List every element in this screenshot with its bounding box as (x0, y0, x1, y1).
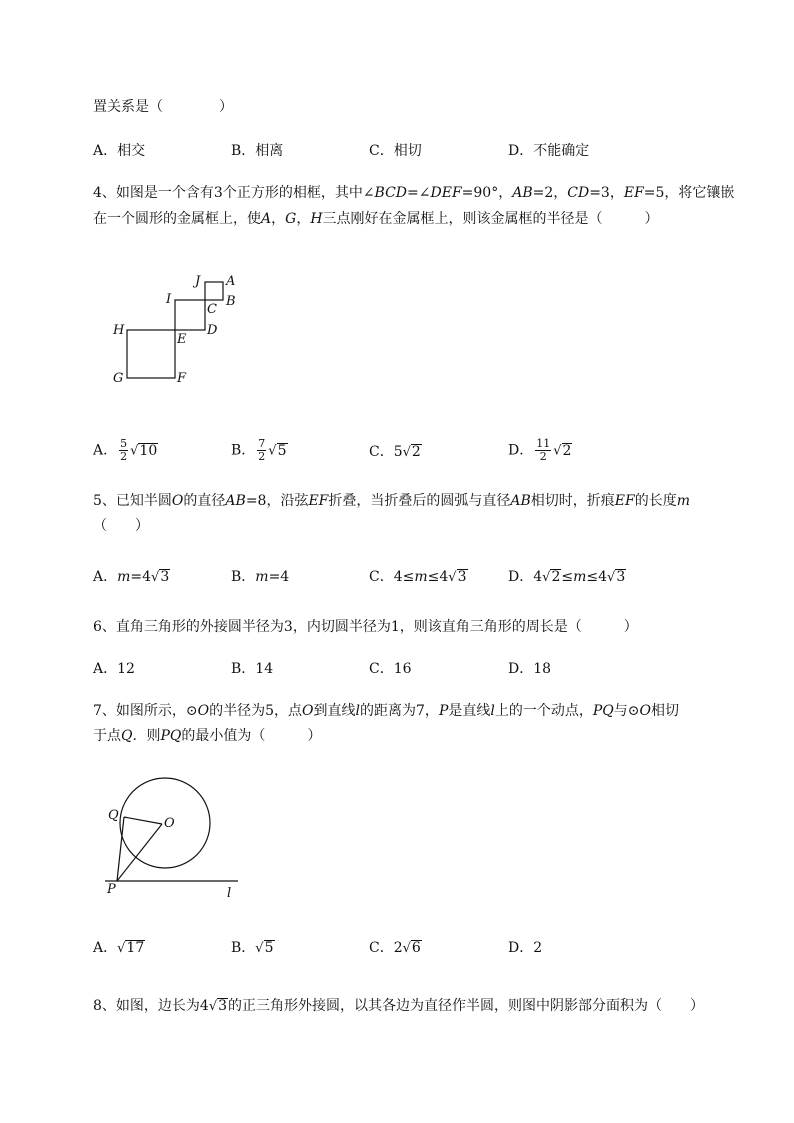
q3-option-a: A．相交 (93, 143, 146, 159)
q4-option-c: C．5√2 (369, 444, 421, 460)
label-j: J (195, 274, 201, 289)
q7-option-c: C．2√6 (369, 940, 421, 956)
large-square (127, 330, 175, 378)
q8-stem: 8、如图，边长为4√3的正三角形外接圆，以其各边为直径作半圆，则图中阴影部分面积为（ ） (93, 998, 705, 1014)
q4-option-b: B． $\frac{7}{2}$ √5 (231, 437, 287, 463)
label-d: D (207, 323, 218, 338)
q4-stem-line1: 4、如图是一个含有3个正方形的相框，其中∠BCD=∠DEF=90°，AB=2，CD=3，EF=5，将它镶嵌 (93, 185, 735, 201)
q6-option-b: B．14 (231, 661, 274, 677)
label-f: F (177, 371, 187, 386)
segment-po (117, 824, 162, 881)
label-q: Q (108, 808, 119, 823)
q5-option-c: C．4≤m≤4√3 (369, 569, 467, 585)
q3-option-c: C．相切 (369, 143, 422, 159)
segment-qo (124, 817, 162, 824)
q6-option-c: C．16 (369, 661, 412, 677)
q7-stem-line1: 7、如图所示，⊙O的半径为5，点O到直线l的距离为7，P是直线l上的一个动点，PQ与⊙O相切 (93, 703, 679, 719)
q3-option-d: D．不能确定 (508, 143, 590, 159)
label-l: l (227, 886, 232, 901)
q7-circle-figure (100, 768, 250, 904)
q4-stem-line2: 在一个圆形的金属框上，使A，G，H三点刚好在金属框上，则该金属框的半径是（ ） (93, 211, 659, 227)
q5-stem-line1: 5、已知半圆O的直径AB=8，沿弦EF折叠，当折叠后的圆弧与直径AB相切时，折痕EF的长度m (93, 493, 691, 509)
q5-stem-line2: （ ） (93, 518, 149, 534)
label-e: E (177, 332, 187, 347)
label-i: I (166, 292, 172, 307)
label-o: O (164, 816, 175, 831)
q3-stem-tail: 置关系是（ ） (93, 99, 233, 115)
label-a: A (226, 274, 236, 289)
q5-option-b: B．m=4 (231, 569, 290, 585)
q5-option-d: D．4√2≤m≤4√3 (508, 569, 626, 585)
label-c: C (207, 302, 217, 317)
label-p: P (107, 882, 116, 897)
q5-option-a: A．m=4√3 (93, 569, 170, 585)
q4-option-d: D． $\frac{11}{2}$ √2 (508, 437, 572, 463)
label-g: G (113, 371, 124, 386)
q4-squares-figure (105, 268, 255, 388)
q6-option-d: D．18 (508, 661, 552, 677)
label-h: H (113, 323, 125, 338)
q3-option-b: B．相离 (231, 143, 284, 159)
middle-square (175, 300, 205, 330)
small-square (205, 282, 223, 300)
q7-option-b: B．√5 (231, 940, 274, 956)
q6-stem: 6、直角三角形的外接圆半径为3，内切圆半径为1，则该直角三角形的周长是（ ） (93, 619, 638, 635)
label-b: B (226, 294, 236, 309)
q6-option-a: A．12 (93, 661, 135, 677)
q7-option-a: A．√17 (93, 940, 145, 956)
q7-stem-line2: 于点Q．则PQ的最小值为（ ） (93, 728, 322, 744)
q7-option-d: D．2 (508, 940, 543, 956)
q4-option-a: A． $\frac{5}{2}$ √10 (93, 437, 158, 463)
